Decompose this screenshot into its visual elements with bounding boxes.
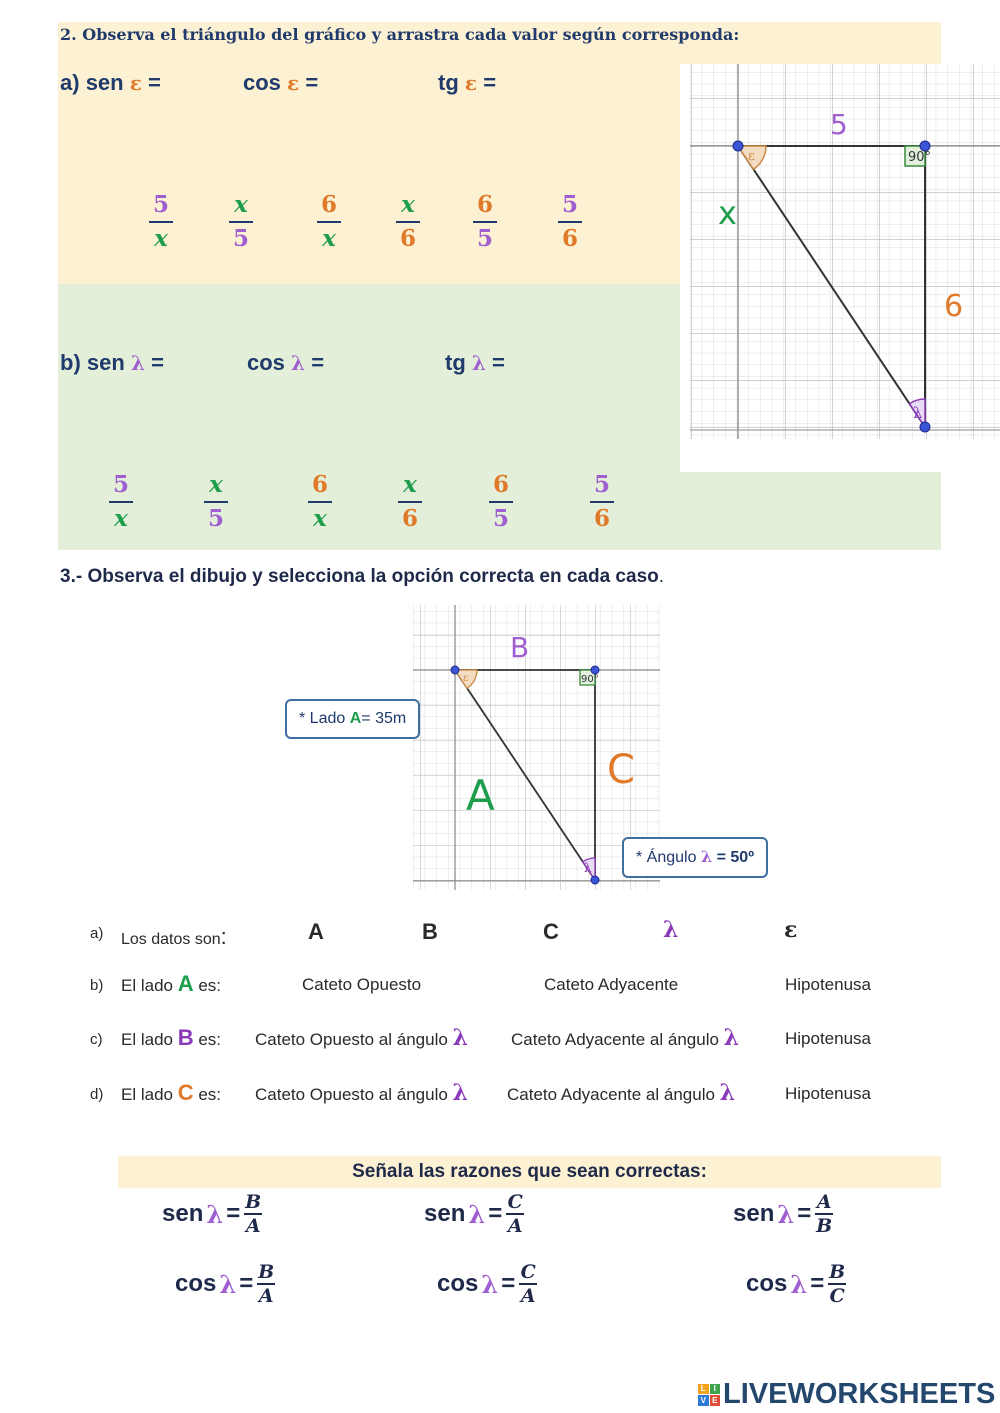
graph2-label-right-angle: 90° [581, 674, 599, 685]
graph2-label-angle-lambda: λ [584, 861, 592, 875]
ratio-sen-a-over-b[interactable]: sen λ = A B [733, 1191, 833, 1237]
drag-option-a-x-over-6[interactable]: x 6 [391, 192, 425, 252]
callout-side-a: * Lado A= 35m [285, 699, 420, 739]
drag-option-a-5-over-x[interactable]: 5 x [144, 192, 178, 252]
ratio-sen-c-over-a[interactable]: sen λ = C A [424, 1191, 523, 1237]
drag-option-b-6-over-5[interactable]: 6 5 [484, 472, 518, 532]
liveworksheets-logo [698, 1378, 995, 1411]
drag-option-b-x-over-6[interactable]: x 6 [393, 472, 427, 532]
ratio-sen-b-over-a[interactable]: sen λ = B A [162, 1191, 262, 1237]
drag-option-a-6-over-x[interactable]: 6 x [312, 192, 346, 252]
row-b-option-opuesto[interactable]: Cateto Opuesto [302, 975, 422, 994]
graph2-label-angle-epsilon: ε [463, 673, 469, 684]
equation-b-cos: cos λ = [247, 350, 325, 375]
question-3-title: 3.- Observa el dibujo y selecciona la opción correcta en cada caso. [60, 566, 665, 587]
row-a-option-lambda[interactable]: λ [663, 917, 679, 943]
liveworksheets-logo-icon: L I V E [698, 1384, 720, 1406]
graph1-label-left-side: x [718, 194, 737, 232]
row-d-text: El lado C es: [121, 1080, 222, 1105]
drag-option-b-x-over-5[interactable]: x 5 [199, 472, 233, 532]
graph1-label-angle-epsilon: ε [748, 149, 755, 164]
row-a-option-b[interactable]: B [422, 919, 438, 944]
row-c-option-hipotenusa[interactable]: Hipotenusa [785, 1029, 872, 1048]
row-c-option-adyacente[interactable]: Cateto Adyacente al ángulo λ [511, 1025, 740, 1051]
row-d-option-hipotenusa[interactable]: Hipotenusa [785, 1084, 872, 1103]
equation-b-sen: b) sen λ = [60, 350, 164, 375]
row-a-option-c[interactable]: C [543, 919, 559, 944]
row-c-text: El lado B es: [121, 1025, 222, 1050]
graph1-label-right-angle: 90° [908, 150, 932, 165]
graph1-label-top-side: 5 [830, 108, 848, 141]
row-c-option-opuesto[interactable]: Cateto Opuesto al ángulo λ [255, 1025, 468, 1051]
row-d-label: d) [90, 1086, 104, 1103]
graph1-label-angle-lambda: λ [913, 404, 923, 422]
row-a-label: a) [90, 925, 104, 942]
equation-a-sen: a) sen ε = [60, 70, 161, 95]
row-a-option-epsilon[interactable]: ε [784, 917, 798, 943]
graph2-label-right-side: C [607, 747, 635, 793]
row-d-option-adyacente[interactable]: Cateto Adyacente al ángulo λ [507, 1080, 736, 1106]
row-d-option-opuesto[interactable]: Cateto Opuesto al ángulo λ [255, 1080, 468, 1106]
drag-option-a-x-over-5[interactable]: x 5 [224, 192, 258, 252]
graph2-label-top-side: B [510, 631, 530, 664]
row-c-label: c) [90, 1031, 103, 1048]
drag-option-b-6-over-x[interactable]: 6 x [303, 472, 337, 532]
liveworksheets-logo-text: LIVEWORKSHEETS [723, 1378, 996, 1410]
graph1-label-right-side: 6 [944, 289, 964, 324]
triangle-graph-1 [680, 64, 1000, 472]
drag-option-b-5-over-x[interactable]: 5 x [104, 472, 138, 532]
row-b-text: El lado A es: [121, 971, 222, 996]
question-2-title: 2. Observa el triángulo del gráfico y arrastra cada valor según corresponda: [60, 25, 740, 44]
ratios-title: Señala las razones que sean correctas: [352, 1161, 707, 1182]
row-b-label: b) [90, 977, 104, 994]
callout-angle-lambda: * Ángulo λ = 50º [622, 837, 768, 878]
equation-a-cos: cos ε = [243, 70, 319, 95]
drag-option-a-5-over-6[interactable]: 5 6 [553, 192, 587, 252]
drag-option-b-5-over-6[interactable]: 5 6 [585, 472, 619, 532]
row-b-option-adyacente[interactable]: Cateto Adyacente [544, 975, 679, 994]
equation-b-tg: tg λ = [445, 350, 505, 375]
row-a-text: Los datos son: [121, 924, 227, 949]
ratio-cos-b-over-c[interactable]: cos λ = B C [746, 1261, 846, 1307]
graph2-label-hypotenuse: A [466, 771, 495, 820]
equation-a-tg: tg ε = [438, 70, 497, 95]
row-b-option-hipotenusa[interactable]: Hipotenusa [785, 975, 872, 994]
ratio-cos-c-over-a[interactable]: cos λ = C A [437, 1261, 536, 1307]
drag-option-a-6-over-5[interactable]: 6 5 [468, 192, 502, 252]
row-a-option-a[interactable]: A [308, 919, 324, 944]
ratio-cos-b-over-a[interactable]: cos λ = B A [175, 1261, 275, 1307]
